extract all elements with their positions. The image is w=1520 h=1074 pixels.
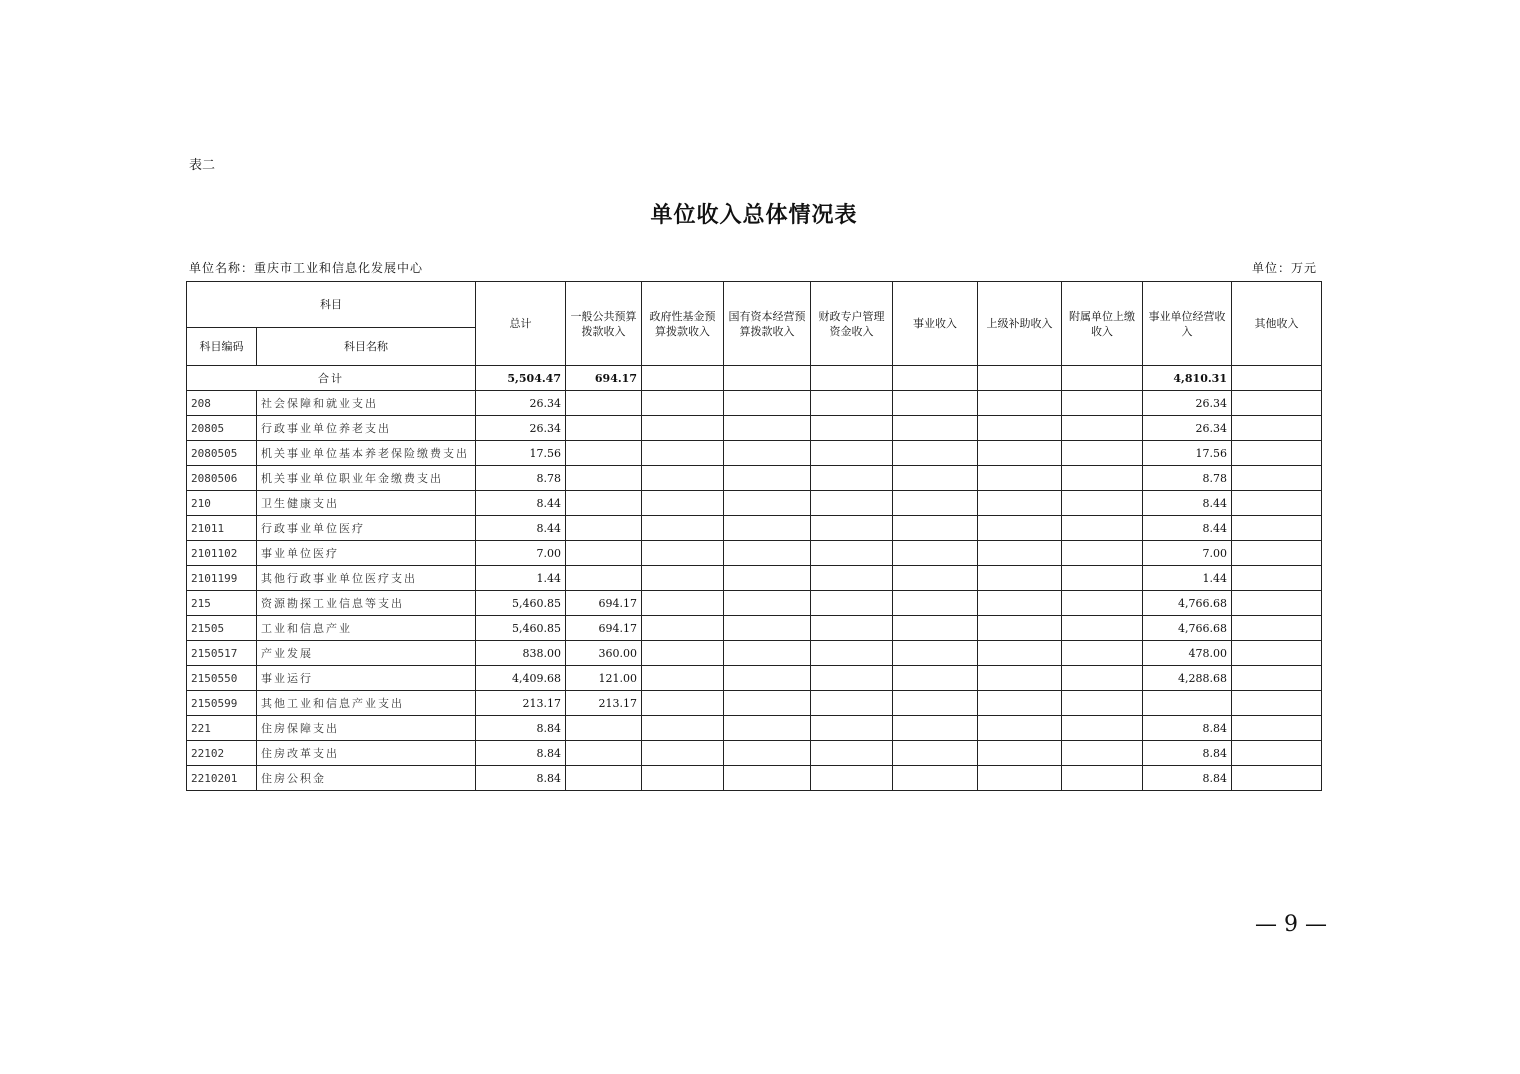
total-cell: 8.78 (476, 466, 566, 491)
other-cell (1232, 766, 1322, 791)
code-cell: 2150599 (187, 691, 257, 716)
business-cell (893, 691, 978, 716)
special-account-cell (811, 766, 893, 791)
business-cell (893, 491, 978, 516)
other-cell (1232, 466, 1322, 491)
operating-cell: 8.84 (1143, 741, 1232, 766)
table-row (187, 466, 1322, 491)
special-account-cell (811, 716, 893, 741)
operating-cell: 26.34 (1143, 416, 1232, 441)
subordinate-cell (1062, 491, 1143, 516)
superior-subsidy-cell (978, 566, 1062, 591)
business-cell (893, 441, 978, 466)
gov-fund-cell (642, 666, 724, 691)
total-cell: 213.17 (476, 691, 566, 716)
operating-cell: 4,288.68 (1143, 666, 1232, 691)
total-cell: 8.44 (476, 516, 566, 541)
gov-fund-cell (642, 716, 724, 741)
name-cell: 住房改革支出 (257, 741, 476, 766)
operating-cell: 8.78 (1143, 466, 1232, 491)
superior-subsidy-cell (978, 591, 1062, 616)
business-cell (893, 391, 978, 416)
table-row (187, 716, 1322, 741)
business-cell (893, 466, 978, 491)
total-cell: 8.84 (476, 741, 566, 766)
total-cell: 8.84 (476, 766, 566, 791)
gov-fund-cell (642, 766, 724, 791)
superior-subsidy-cell (978, 716, 1062, 741)
header-subordinate: 附属单位上缴收入 (1062, 282, 1143, 366)
business-cell (893, 366, 978, 391)
superior-subsidy-cell (978, 741, 1062, 766)
gov-fund-cell (642, 591, 724, 616)
business-cell (893, 416, 978, 441)
header-subject: 科目 (187, 282, 476, 328)
superior-subsidy-cell (978, 491, 1062, 516)
subordinate-cell (1062, 391, 1143, 416)
header-operating: 事业单位经营收入 (1143, 282, 1232, 366)
state-capital-cell (724, 516, 811, 541)
state-capital-cell (724, 641, 811, 666)
operating-cell: 1.44 (1143, 566, 1232, 591)
other-cell (1232, 366, 1322, 391)
state-capital-cell (724, 766, 811, 791)
table-row (187, 566, 1322, 591)
general-budget-cell (566, 766, 642, 791)
state-capital-cell (724, 541, 811, 566)
header-superior-subsidy: 上级补助收入 (978, 282, 1062, 366)
total-label: 合计 (187, 366, 476, 391)
special-account-cell (811, 616, 893, 641)
superior-subsidy-cell (978, 416, 1062, 441)
operating-cell: 478.00 (1143, 641, 1232, 666)
code-cell: 20805 (187, 416, 257, 441)
code-cell: 21011 (187, 516, 257, 541)
name-cell: 其他工业和信息产业支出 (257, 691, 476, 716)
unit-name: 单位名称：重庆市工业和信息化发展中心 (189, 261, 424, 275)
operating-cell: 8.84 (1143, 766, 1232, 791)
gov-fund-cell (642, 366, 724, 391)
state-capital-cell (724, 416, 811, 441)
general-budget-cell (566, 741, 642, 766)
header-total: 总计 (476, 282, 566, 366)
general-budget-cell (566, 441, 642, 466)
table-row (187, 516, 1322, 541)
total-cell: 5,504.47 (476, 366, 566, 391)
subordinate-cell (1062, 641, 1143, 666)
subordinate-cell (1062, 466, 1143, 491)
name-cell: 资源勘探工业信息等支出 (257, 591, 476, 616)
special-account-cell (811, 641, 893, 666)
header-gov-fund: 政府性基金预算拨款收入 (642, 282, 724, 366)
gov-fund-cell (642, 541, 724, 566)
gov-fund-cell (642, 616, 724, 641)
state-capital-cell (724, 491, 811, 516)
total-cell: 5,460.85 (476, 591, 566, 616)
other-cell (1232, 416, 1322, 441)
superior-subsidy-cell (978, 641, 1062, 666)
special-account-cell (811, 516, 893, 541)
superior-subsidy-cell (978, 766, 1062, 791)
state-capital-cell (724, 591, 811, 616)
name-cell: 机关事业单位职业年金缴费支出 (257, 466, 476, 491)
table-row (187, 666, 1322, 691)
general-budget-cell (566, 491, 642, 516)
operating-cell: 4,766.68 (1143, 591, 1232, 616)
code-cell: 2080505 (187, 441, 257, 466)
subordinate-cell (1062, 616, 1143, 641)
table-row (187, 441, 1322, 466)
subordinate-cell (1062, 541, 1143, 566)
special-account-cell (811, 666, 893, 691)
business-cell (893, 766, 978, 791)
superior-subsidy-cell (978, 516, 1062, 541)
operating-cell: 4,810.31 (1143, 366, 1232, 391)
name-cell: 事业单位医疗 (257, 541, 476, 566)
gov-fund-cell (642, 516, 724, 541)
table-row (187, 491, 1322, 516)
operating-cell: 26.34 (1143, 391, 1232, 416)
income-table (186, 281, 1322, 791)
general-budget-cell (566, 391, 642, 416)
total-cell: 838.00 (476, 641, 566, 666)
operating-cell (1143, 691, 1232, 716)
other-cell (1232, 666, 1322, 691)
total-cell: 5,460.85 (476, 616, 566, 641)
subordinate-cell (1062, 441, 1143, 466)
subordinate-cell (1062, 591, 1143, 616)
gov-fund-cell (642, 691, 724, 716)
name-cell: 事业运行 (257, 666, 476, 691)
state-capital-cell (724, 441, 811, 466)
operating-cell: 8.84 (1143, 716, 1232, 741)
general-budget-cell: 360.00 (566, 641, 642, 666)
general-budget-cell (566, 516, 642, 541)
state-capital-cell (724, 716, 811, 741)
superior-subsidy-cell (978, 666, 1062, 691)
header-name: 科目名称 (257, 328, 476, 366)
superior-subsidy-cell (978, 616, 1062, 641)
total-cell: 7.00 (476, 541, 566, 566)
superior-subsidy-cell (978, 391, 1062, 416)
state-capital-cell (724, 666, 811, 691)
business-cell (893, 666, 978, 691)
code-cell: 2210201 (187, 766, 257, 791)
name-cell: 住房保障支出 (257, 716, 476, 741)
general-budget-cell (566, 466, 642, 491)
operating-cell: 8.44 (1143, 516, 1232, 541)
table-row (187, 391, 1322, 416)
business-cell (893, 741, 978, 766)
superior-subsidy-cell (978, 691, 1062, 716)
state-capital-cell (724, 366, 811, 391)
code-cell: 2150517 (187, 641, 257, 666)
special-account-cell (811, 691, 893, 716)
other-cell (1232, 566, 1322, 591)
total-cell: 4,409.68 (476, 666, 566, 691)
table-row (187, 766, 1322, 791)
subordinate-cell (1062, 366, 1143, 391)
state-capital-cell (724, 566, 811, 591)
special-account-cell (811, 541, 893, 566)
special-account-cell (811, 366, 893, 391)
page-title: 单位收入总体情况表 (650, 202, 858, 228)
table-row (187, 641, 1322, 666)
gov-fund-cell (642, 391, 724, 416)
name-cell: 卫生健康支出 (257, 491, 476, 516)
subordinate-cell (1062, 416, 1143, 441)
general-budget-cell: 121.00 (566, 666, 642, 691)
total-cell: 8.84 (476, 716, 566, 741)
table-row (187, 541, 1322, 566)
other-cell (1232, 541, 1322, 566)
other-cell (1232, 491, 1322, 516)
gov-fund-cell (642, 566, 724, 591)
other-cell (1232, 591, 1322, 616)
other-cell (1232, 716, 1322, 741)
business-cell (893, 566, 978, 591)
table-label: 表二 (189, 158, 216, 173)
name-cell: 其他行政事业单位医疗支出 (257, 566, 476, 591)
superior-subsidy-cell (978, 366, 1062, 391)
superior-subsidy-cell (978, 541, 1062, 566)
gov-fund-cell (642, 441, 724, 466)
superior-subsidy-cell (978, 441, 1062, 466)
business-cell (893, 516, 978, 541)
other-cell (1232, 441, 1322, 466)
state-capital-cell (724, 466, 811, 491)
general-budget-cell: 694.17 (566, 591, 642, 616)
code-cell: 221 (187, 716, 257, 741)
subordinate-cell (1062, 741, 1143, 766)
superior-subsidy-cell (978, 466, 1062, 491)
table-row (187, 616, 1322, 641)
special-account-cell (811, 391, 893, 416)
header-business: 事业收入 (893, 282, 978, 366)
name-cell: 产业发展 (257, 641, 476, 666)
gov-fund-cell (642, 491, 724, 516)
name-cell: 机关事业单位基本养老保险缴费支出 (257, 441, 476, 466)
special-account-cell (811, 591, 893, 616)
subordinate-cell (1062, 516, 1143, 541)
code-cell: 215 (187, 591, 257, 616)
state-capital-cell (724, 741, 811, 766)
special-account-cell (811, 466, 893, 491)
subordinate-cell (1062, 766, 1143, 791)
business-cell (893, 616, 978, 641)
special-account-cell (811, 741, 893, 766)
header-code: 科目编码 (187, 328, 257, 366)
gov-fund-cell (642, 741, 724, 766)
business-cell (893, 541, 978, 566)
general-budget-cell (566, 566, 642, 591)
operating-cell: 7.00 (1143, 541, 1232, 566)
special-account-cell (811, 491, 893, 516)
table-row (187, 691, 1322, 716)
header-other: 其他收入 (1232, 282, 1322, 366)
general-budget-cell: 694.17 (566, 616, 642, 641)
subordinate-cell (1062, 666, 1143, 691)
other-cell (1232, 616, 1322, 641)
operating-cell: 17.56 (1143, 441, 1232, 466)
subordinate-cell (1062, 716, 1143, 741)
table-row (187, 741, 1322, 766)
general-budget-cell (566, 541, 642, 566)
header-general-budget: 一般公共预算拨款收入 (566, 282, 642, 366)
total-cell: 8.44 (476, 491, 566, 516)
total-cell: 1.44 (476, 566, 566, 591)
other-cell (1232, 391, 1322, 416)
gov-fund-cell (642, 466, 724, 491)
business-cell (893, 641, 978, 666)
code-cell: 210 (187, 491, 257, 516)
name-cell: 住房公积金 (257, 766, 476, 791)
page-number: — 9 — (1255, 912, 1327, 937)
code-cell: 2150550 (187, 666, 257, 691)
special-account-cell (811, 441, 893, 466)
code-cell: 2080506 (187, 466, 257, 491)
table-row (187, 416, 1322, 441)
code-cell: 208 (187, 391, 257, 416)
general-budget-cell: 694.17 (566, 366, 642, 391)
state-capital-cell (724, 691, 811, 716)
operating-cell: 4,766.68 (1143, 616, 1232, 641)
special-account-cell (811, 566, 893, 591)
total-cell: 17.56 (476, 441, 566, 466)
subordinate-cell (1062, 566, 1143, 591)
business-cell (893, 591, 978, 616)
name-cell: 行政事业单位养老支出 (257, 416, 476, 441)
code-cell: 22102 (187, 741, 257, 766)
general-budget-cell (566, 416, 642, 441)
other-cell (1232, 691, 1322, 716)
total-row (187, 366, 1322, 391)
code-cell: 21505 (187, 616, 257, 641)
code-cell: 2101102 (187, 541, 257, 566)
general-budget-cell (566, 716, 642, 741)
total-cell: 26.34 (476, 391, 566, 416)
state-capital-cell (724, 616, 811, 641)
state-capital-cell (724, 391, 811, 416)
gov-fund-cell (642, 416, 724, 441)
name-cell: 工业和信息产业 (257, 616, 476, 641)
header-special-account: 财政专户管理资金收入 (811, 282, 893, 366)
other-cell (1232, 641, 1322, 666)
general-budget-cell: 213.17 (566, 691, 642, 716)
code-cell: 2101199 (187, 566, 257, 591)
name-cell: 社会保障和就业支出 (257, 391, 476, 416)
unit-label: 单位：万元 (1251, 261, 1317, 275)
other-cell (1232, 516, 1322, 541)
operating-cell: 8.44 (1143, 491, 1232, 516)
other-cell (1232, 741, 1322, 766)
header-state-capital: 国有资本经营预算拨款收入 (724, 282, 811, 366)
special-account-cell (811, 416, 893, 441)
table-row (187, 591, 1322, 616)
name-cell: 行政事业单位医疗 (257, 516, 476, 541)
subordinate-cell (1062, 691, 1143, 716)
gov-fund-cell (642, 641, 724, 666)
total-cell: 26.34 (476, 416, 566, 441)
business-cell (893, 716, 978, 741)
